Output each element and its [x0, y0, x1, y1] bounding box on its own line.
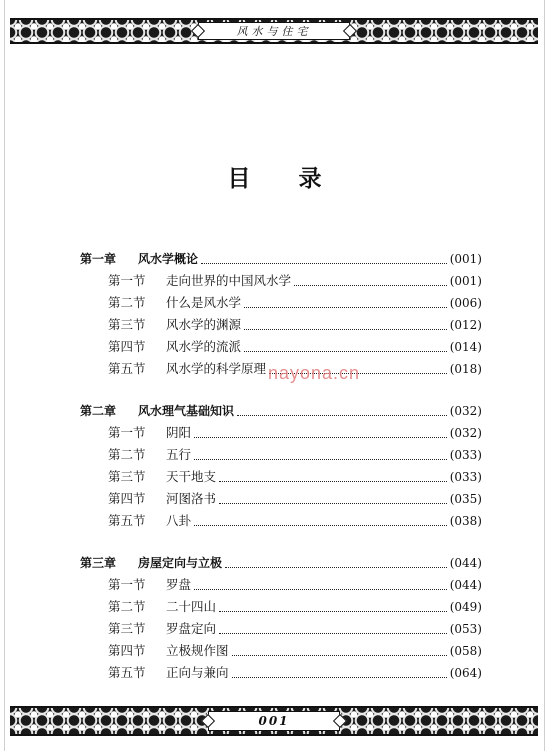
- toc-section-page: (064): [449, 666, 482, 680]
- toc-section-page: (058): [449, 644, 482, 658]
- toc-leader-dots: [194, 459, 447, 460]
- toc-section-page: (018): [449, 362, 482, 376]
- toc-section-name: 河图洛书: [166, 491, 217, 506]
- toc-section-name: 天干地支: [166, 469, 217, 484]
- toc-section-page: (012): [449, 318, 482, 332]
- toc-section-num: 第三节: [108, 317, 146, 332]
- toc-section-num: 第二节: [108, 599, 146, 614]
- toc-leader-dots: [219, 611, 447, 612]
- toc-section-page: (032): [449, 426, 482, 440]
- toc-section-page: (014): [449, 340, 482, 354]
- toc-section-name: 阴阳: [166, 425, 192, 440]
- toc-section-page: (033): [449, 470, 482, 484]
- toc-chapter-name: 风水学概论: [138, 252, 199, 266]
- toc-section-num: 第四节: [108, 491, 146, 506]
- toc-section-page: (035): [449, 492, 482, 506]
- toc-chapter-row[interactable]: [80, 400, 482, 422]
- toc-leader-dots: [194, 525, 447, 526]
- toc-leader-dots: [194, 437, 447, 438]
- toc-section-num: 第四节: [108, 643, 146, 658]
- running-title: 风水与住宅: [198, 22, 350, 40]
- toc-section-page: (044): [449, 578, 482, 592]
- toc-section-name: 什么是风水学: [166, 295, 242, 310]
- page-title: 目录: [227, 166, 370, 192]
- toc-section-row[interactable]: [80, 444, 482, 466]
- toc-leader-dots: [219, 503, 447, 504]
- toc-chapter-num: 第二章: [80, 404, 117, 418]
- toc-section-row[interactable]: [80, 574, 482, 596]
- table-of-contents: [80, 248, 482, 684]
- toc-section-num: 第三节: [108, 469, 146, 484]
- toc-section-num: 第二节: [108, 295, 146, 310]
- toc-section-row[interactable]: [80, 618, 482, 640]
- toc-section-name: 风水学的渊源: [166, 317, 242, 332]
- toc-leader-dots: [244, 307, 447, 308]
- toc-leader-dots: [232, 655, 447, 656]
- toc-section-name: 八卦: [166, 513, 192, 528]
- toc-section-row[interactable]: [80, 336, 482, 358]
- toc-chapter-num: 第一章: [80, 252, 117, 266]
- toc-leader-dots: [237, 415, 447, 416]
- toc-section-row[interactable]: [80, 292, 482, 314]
- toc-section-row[interactable]: [80, 596, 482, 618]
- toc-section-num: 第五节: [108, 665, 146, 680]
- toc-section-num: 第一节: [108, 425, 146, 440]
- toc-section-page: (033): [449, 448, 482, 462]
- toc-section-row[interactable]: [80, 640, 482, 662]
- toc-chapter-num: 第三章: [80, 556, 117, 570]
- toc-section-row[interactable]: [80, 314, 482, 336]
- toc-leader-dots: [244, 329, 447, 330]
- toc-leader-dots: [225, 567, 447, 568]
- toc-chapter-row[interactable]: [80, 248, 482, 270]
- toc-section-row[interactable]: [80, 422, 482, 444]
- toc-section-row[interactable]: [80, 510, 482, 532]
- watermark: nayona.cn: [268, 363, 361, 383]
- page-number: 001: [208, 711, 340, 731]
- toc-leader-dots: [244, 351, 447, 352]
- toc-section-row[interactable]: [80, 270, 482, 292]
- toc-section-page: (049): [449, 600, 482, 614]
- toc-leader-dots: [201, 263, 447, 264]
- toc-chapter-row[interactable]: [80, 552, 482, 574]
- toc-chapter-page: (001): [449, 252, 482, 266]
- toc-chapter-name: 房屋定向与立极: [138, 556, 223, 570]
- toc-section-page: (001): [449, 274, 482, 288]
- chapter-gap: [80, 532, 482, 552]
- header-ornament-band: [10, 18, 538, 44]
- toc-section-num: 第二节: [108, 447, 146, 462]
- toc-section-name: 立极规作图: [166, 643, 229, 658]
- toc-chapter-page: (044): [449, 556, 482, 570]
- toc-section-page: (053): [449, 622, 482, 636]
- toc-leader-dots: [294, 285, 447, 286]
- toc-section-num: 第三节: [108, 621, 146, 636]
- toc-section-row[interactable]: [80, 662, 482, 684]
- toc-section-page: (006): [449, 296, 482, 310]
- toc-section-name: 罗盘定向: [166, 621, 217, 636]
- toc-leader-dots: [219, 481, 447, 482]
- toc-section-num: 第五节: [108, 361, 146, 376]
- toc-leader-dots: [232, 677, 447, 678]
- toc-section-name: 风水学的科学原理: [166, 361, 267, 376]
- toc-section-name: 五行: [166, 447, 192, 462]
- toc-leader-dots: [219, 633, 447, 634]
- toc-section-name: 风水学的流派: [166, 339, 242, 354]
- footer-ornament-band: [10, 706, 538, 736]
- toc-leader-dots: [194, 589, 447, 590]
- toc-section-num: 第四节: [108, 339, 146, 354]
- toc-section-row[interactable]: [80, 466, 482, 488]
- toc-section-page: (038): [449, 514, 482, 528]
- toc-section-name: 罗盘: [166, 577, 192, 592]
- toc-section-num: 第五节: [108, 513, 146, 528]
- toc-section-name: 走向世界的中国风水学: [166, 273, 292, 288]
- toc-chapter-page: (032): [449, 404, 482, 418]
- toc-section-name: 二十四山: [166, 599, 217, 614]
- toc-section-num: 第一节: [108, 273, 146, 288]
- toc-section-row[interactable]: [80, 488, 482, 510]
- toc-chapter-name: 风水理气基础知识: [138, 404, 235, 418]
- toc-section-num: 第一节: [108, 577, 146, 592]
- toc-section-name: 正向与兼向: [166, 665, 229, 680]
